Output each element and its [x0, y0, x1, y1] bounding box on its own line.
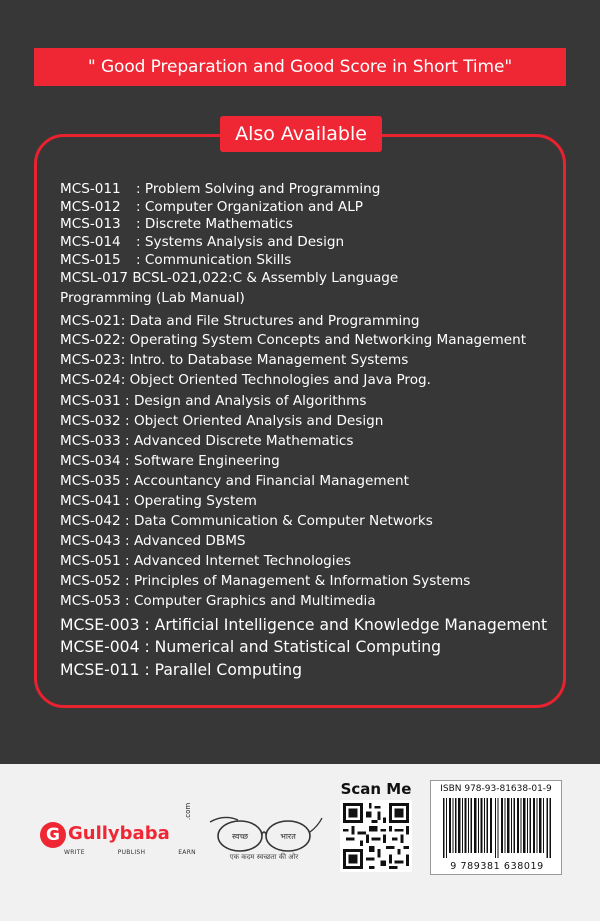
course-line: MCS-041 : Operating System — [60, 493, 257, 509]
course-line: MCS-014 : Systems Analysis and Design — [60, 234, 345, 250]
course-line: MCS-011 : Problem Solving and Programming — [60, 181, 381, 197]
logo-com: .com — [184, 802, 192, 820]
course-line: MCS-035 : Accountancy and Financial Management — [60, 473, 409, 489]
course-line: MCSE-003 : Artificial Intelligence and Knowledge Management — [60, 616, 548, 634]
course-line: MCS-051 : Advanced Internet Technologies — [60, 553, 352, 569]
gullybaba-logo — [40, 802, 200, 860]
isbn-barcode-box — [430, 780, 562, 875]
course-line: MCS-013 : Discrete Mathematics — [60, 216, 293, 232]
course-line: MCSE-011 : Parallel Computing — [60, 661, 303, 679]
course-line: MCS-034 : Software Engineering — [60, 453, 280, 469]
isbn-label: ISBN 978-93-81638-01-9 — [440, 784, 552, 794]
also-available-title: Also Available — [220, 116, 382, 152]
course-line: MCS-023: Intro. to Database Management Systems — [60, 352, 409, 368]
svg-text:भारत: भारत — [280, 832, 296, 841]
logo-name: Gullybaba — [68, 823, 170, 844]
course-line: Programming (Lab Manual) — [60, 290, 245, 306]
course-line: MCS-012 : Computer Organization and ALP — [60, 199, 363, 215]
course-line: MCS-042 : Data Communication & Computer Networks — [60, 513, 433, 529]
tagline-banner: " Good Preparation and Good Score in Short Time" — [34, 48, 566, 86]
course-line: MCS-033 : Advanced Discrete Mathematics — [60, 433, 354, 449]
course-line: MCS-043 : Advanced DBMS — [60, 533, 246, 549]
course-line: MCS-022: Operating System Concepts and Networking Management — [60, 332, 527, 348]
course-line: MCS-024: Object Oriented Technologies and Java Prog. — [60, 372, 431, 388]
course-line: MCS-021: Data and File Structures and Programming — [60, 313, 420, 329]
course-line: MCS-032 : Object Oriented Analysis and Design — [60, 413, 384, 429]
svg-text:स्वच्छ: स्वच्छ — [231, 832, 249, 841]
logo-tags: WRITE PUBLISH EARN — [64, 849, 196, 856]
isbn-digits: 9 789381 638019 — [450, 861, 544, 872]
scan-me-label: Scan Me — [340, 780, 412, 798]
course-line: MCS-053 : Computer Graphics and Multimedia — [60, 593, 376, 609]
barcode-icon — [443, 798, 551, 858]
glasses-icon — [204, 808, 324, 856]
swachh-bharat-logo — [204, 808, 324, 856]
course-line: MCSL-017 BCSL-021,022:C & Assembly Language — [60, 270, 399, 286]
course-line: MCSE-004 : Numerical and Statistical Computing — [60, 638, 442, 656]
qr-code-icon — [340, 800, 412, 872]
course-line: MCS-052 : Principles of Management & Information Systems — [60, 573, 471, 589]
course-line: MCS-015 : Communication Skills — [60, 252, 292, 268]
logo-g-icon: G — [40, 822, 66, 848]
swachh-caption: एक कदम स्वच्छता की ओर — [229, 853, 299, 861]
course-line: MCS-031 : Design and Analysis of Algorithms — [60, 393, 367, 409]
